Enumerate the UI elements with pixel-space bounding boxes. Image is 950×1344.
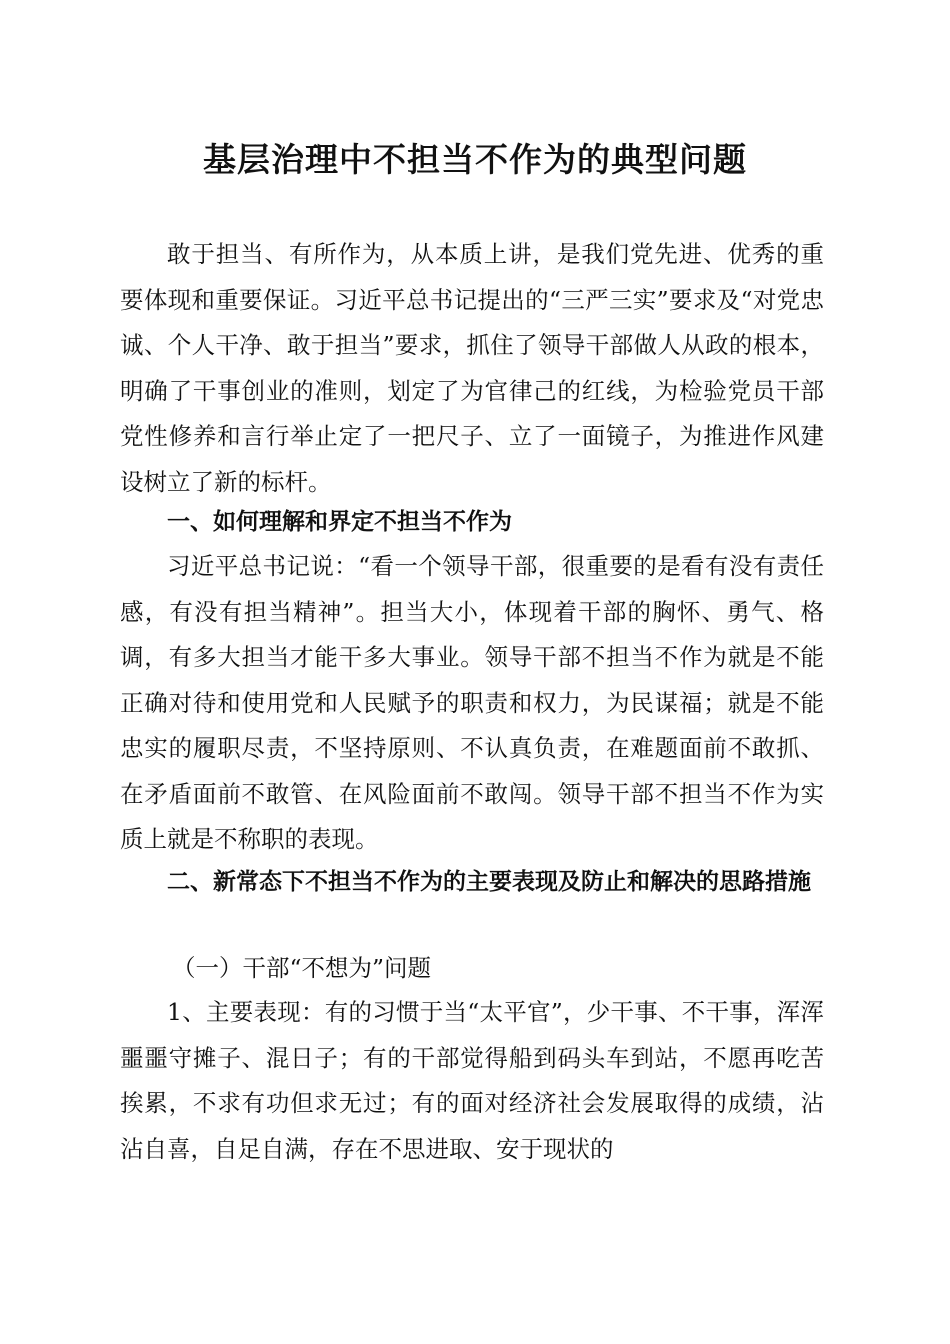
intro-paragraph: 敢于担当、有所作为，从本质上讲，是我们党先进、优秀的重要体现和重要保证。习近平总书记提出的“三严三实”要求及“对党忠诚、个人干净、敢于担当”要求，抓住了领导干部做人从政的根本，明确了干事创业的准则，划定了为官律己的红线，为检验党员干部党性修养和言行举止定了一把尺子、立了一面镜子，为推进作风建设树立了新的标杆。 — [120, 240, 824, 496]
section1-paragraph: 习近平总书记说：“看一个领导干部，很重要的是看有没有责任感，有没有担当精神”。担当大小，体现着干部的胸怀、勇气、格调，有多大担当才能干多大事业。领导干部不担当不作为就是不能正确对待和使用党和人民赋予的职责和权力，为民谋福；就是不能忠实的履职尽责，不坚持原则、不认真负责，在难题面前不敢抓、在矛盾面前不敢管、在风险面前不敢闯。领导干部不担当不作为实质上就是不称职的表现。 — [120, 552, 824, 853]
section1-heading: 一、如何理解和界定不担当不作为 — [167, 509, 512, 535]
section2-heading: 二、新常态下不担当不作为的主要表现及防止和解决的思路措施 — [167, 869, 811, 895]
subsection1-heading: （一）干部“不想为”问题 — [172, 954, 432, 982]
document-title: 基层治理中不担当不作为的典型问题 — [203, 140, 747, 179]
subsection1-paragraph: 1、主要表现：有的习惯于当“太平官”，少干事、不干事，浑浑噩噩守摊子、混日子；有的干部觉得船到码头车到站，不愿再吃苦挨累，不求有功但求无过；有的面对经济社会发展取得的成绩，沾沾自喜，自足自满，存在不思进取、安于现状的 — [120, 998, 824, 1163]
